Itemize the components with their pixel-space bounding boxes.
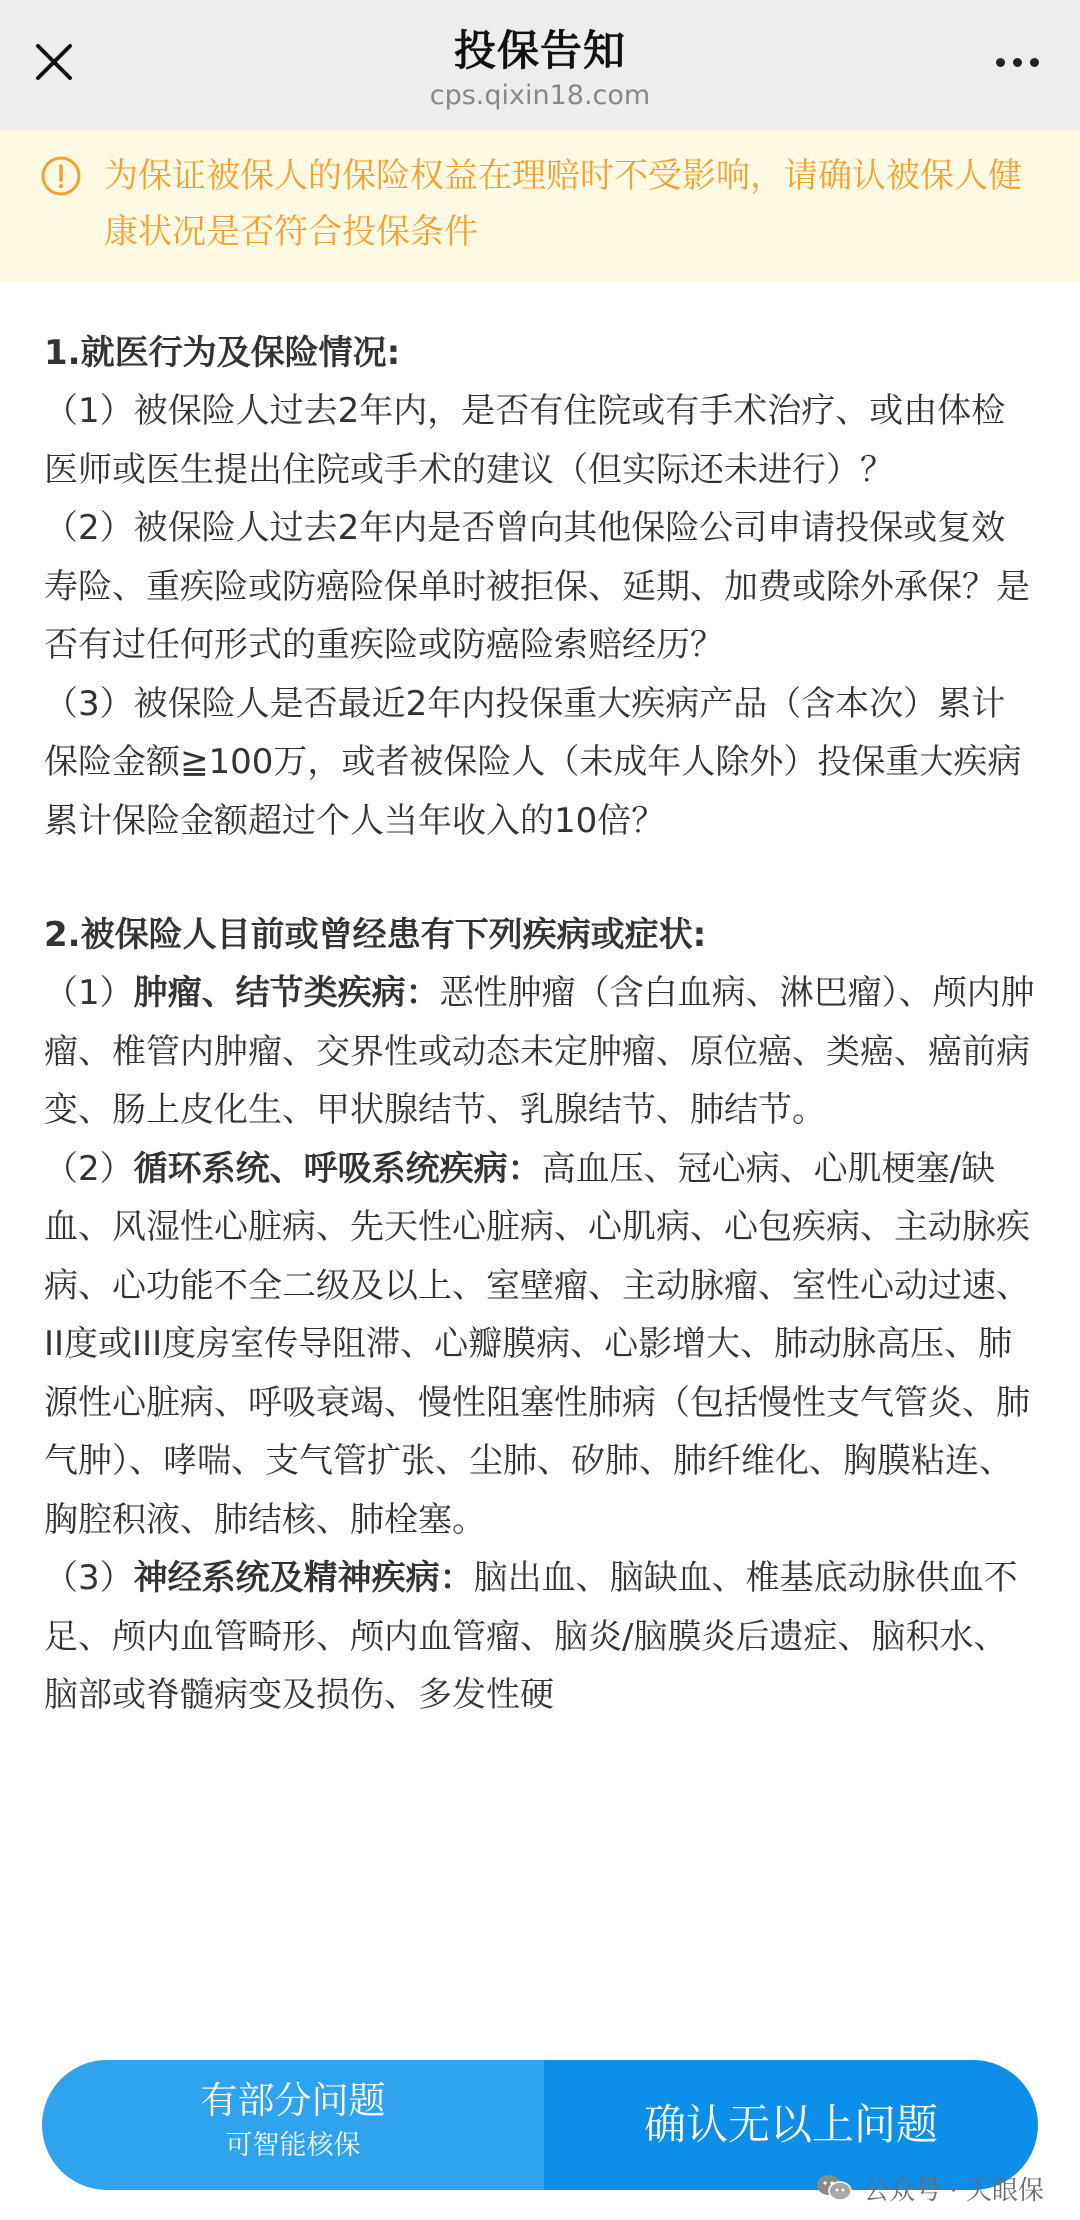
disease-category: 神经系统及精神疾病：	[133, 1558, 474, 1598]
question-item: （2）被保险人过去2年内是否曾向其他保险公司申请投保或复效寿险、重疾险或防癌险保单时被拒保、延期、加费或除外承保？是否有过任何形式的重疾险或防癌险索赔经历？	[44, 508, 1030, 665]
more-dot-icon	[1030, 58, 1039, 67]
health-declaration-content[interactable]	[0, 282, 1080, 2022]
partial-issues-label: 有部分问题	[200, 2079, 386, 2122]
disease-item: （1）肿瘤、结节类疾病：恶性肿瘤（含白血病、淋巴瘤）、颅内肿瘤、椎管内肿瘤、交界性或动态未定肿瘤、原位癌、类癌、癌前病变、肠上皮化生、甲状腺结节、乳腺结节、肺结节。	[44, 973, 1035, 1130]
disease-category: 循环系统、呼吸系统疾病：	[133, 1148, 542, 1189]
wechat-official-account-icon	[815, 2172, 853, 2204]
smart-underwriting-label: 可智能核保	[225, 2130, 361, 2161]
disease-item: （2）循环系统、呼吸系统疾病：高血压、冠心病、心肌梗塞/缺血、风湿性心脏病、先天性心脏病、心肌病、心包疾病、主动脉疾病、心功能不全二级及以上、室壁瘤、主动脉瘤、室性心动过速、II度或III度房室传导阻滞、心瓣膜病、心影增大、肺动脉高压、肺源性心脏病、呼吸衰竭、慢性阻塞性肺病（包括慢性支气管炎、肺气肿）、哮喘、支气管扩张、尘肺、矽肺、肺纤维化、胸膜粘连、胸腔积液、肺结核、肺栓塞。	[44, 1148, 1030, 1540]
confirm-no-issues-button[interactable]: 确认无以上问题	[544, 2060, 1038, 2190]
watermark	[815, 2168, 1044, 2208]
page-url: cps.qixin18.com	[429, 80, 651, 111]
disease-item: （3）神经系统及精神疾病：脑出血、脑缺血、椎基底动脉供血不足、颅内血管畸形、颅内血管瘤、脑炎/脑膜炎后遗症、脑积水、脑部或脊髓病变及损伤、多发性硬	[44, 1558, 1018, 1715]
question-item: （3）被保险人是否最近2年内投保重大疾病产品（含本次）累计保险金额≧100万，或者被保险人（未成年人除外）投保重大疾病累计保险金额超过个人当年收入的10倍？	[44, 683, 1022, 841]
notice-text: 为保证被保人的保险权益在理赔时不受影响，请确认被保人健康状况是否符合投保条件	[104, 156, 1022, 252]
more-options-button[interactable]	[982, 34, 1052, 90]
notice-banner	[0, 130, 1080, 282]
section-title: 2.被保险人目前或曾经患有下列疾病或症状:	[44, 915, 707, 955]
question-item: （1）被保险人过去2年内，是否有住院或有手术治疗、或由体检医师或医生提出住院或手术的建议（但实际还未进行）？	[44, 391, 1006, 490]
alert-circle-icon	[40, 155, 82, 197]
more-dot-icon	[996, 58, 1005, 67]
partial-issues-button[interactable]	[42, 2060, 544, 2190]
disease-category: 肿瘤、结节类疾病：	[133, 973, 440, 1013]
more-dot-icon	[1013, 58, 1022, 67]
watermark-text: 公众号 · 天眼保	[863, 2175, 1044, 2206]
title-bar	[0, 0, 1080, 130]
page-title: 投保告知	[453, 26, 626, 75]
section-title: 1.就医行为及保险情况:	[44, 333, 401, 373]
